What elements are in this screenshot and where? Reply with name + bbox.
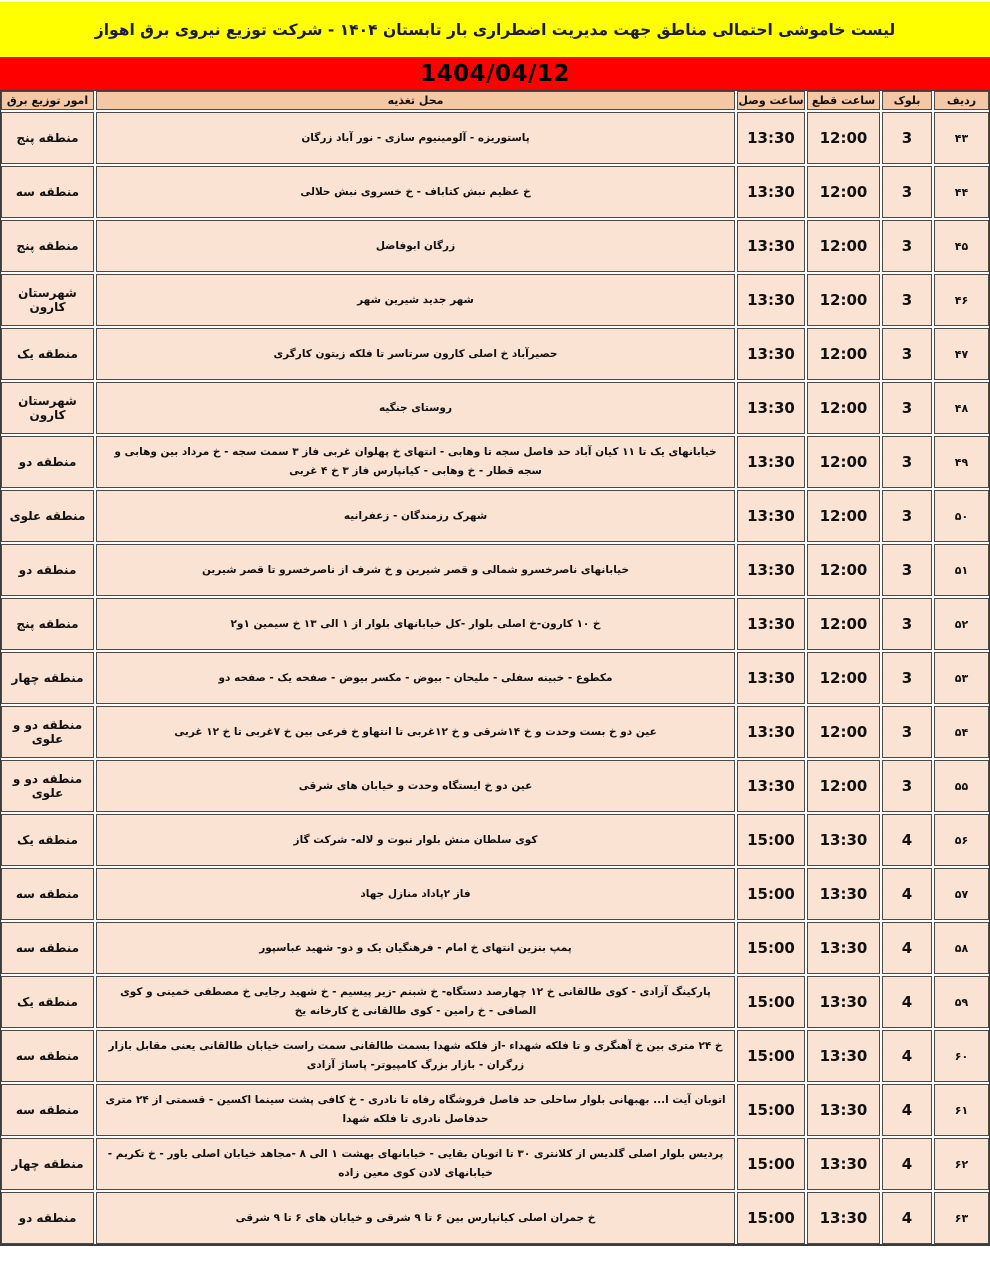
cell-block: 3 — [882, 112, 932, 164]
cell-block: 3 — [882, 706, 932, 758]
table-row — [1, 1030, 989, 1082]
cell-cut-time: 12:00 — [807, 112, 880, 164]
cell-reconnect-time: 13:30 — [737, 274, 805, 326]
cell-row-number: ۴۹ — [934, 436, 989, 488]
cell-cut-time: 13:30 — [807, 1138, 880, 1190]
cell-area: منطقه دو — [1, 436, 94, 488]
cell-location: خ عظیم نبش کتاباف - خ خسروی نبش حلالی — [96, 166, 735, 218]
table-row — [1, 436, 989, 488]
cell-row-number: ۴۵ — [934, 220, 989, 272]
cell-location: پردیس بلوار اصلی گلدیس از کلانتری ۳۰ تا اتوبان بقایی - خیابانهای بهشت ۱ الی ۸ -مجاهد خیابان اصلی یاور - خ تکریم - خیابانهای لادن کوی معین زاده — [96, 1138, 735, 1190]
cell-row-number: ۴۷ — [934, 328, 989, 380]
cell-area: منطقه دو — [1, 1192, 94, 1244]
table-row — [1, 544, 989, 596]
cell-location: اتوبان آیت ا... بهبهانی بلوار ساحلی حد فاصل فروشگاه رفاه تا نادری - خ کافی پشت سینما اکسین - قسمتی از ۲۴ متری حدفاصل نادری تا فلکه شهدا — [96, 1084, 735, 1136]
date-banner — [0, 57, 990, 90]
cell-cut-time: 12:00 — [807, 436, 880, 488]
cell-area: منطقه چهار — [1, 652, 94, 704]
cell-cut-time: 13:30 — [807, 922, 880, 974]
cell-area: منطقه پنج — [1, 112, 94, 164]
cell-block: 3 — [882, 328, 932, 380]
cell-location: شهر جدید شیرین شهر — [96, 274, 735, 326]
table-row — [1, 976, 989, 1028]
cell-block: 3 — [882, 220, 932, 272]
cell-area: منطقه یک — [1, 328, 94, 380]
cell-location: عین دو خ ایستگاه وحدت و خیابان های شرقی — [96, 760, 735, 812]
cell-cut-time: 12:00 — [807, 490, 880, 542]
cell-row-number: ۵۲ — [934, 598, 989, 650]
cell-area: منطقه سه — [1, 166, 94, 218]
cell-location: پارکینگ آزادی - کوی طالقانی خ ۱۲ چهارصد دستگاه- خ شبنم -زیر پیسیم - خ شهید رجایی خ مصطفی خمینی و کوی الصافی - خ رامین - کوی طالقانی خ کارخانه یخ — [96, 976, 735, 1028]
cell-location: خیابانهای یک تا ۱۱ کیان آباد حد فاصل سجه تا وهابی - انتهای خ پهلوان غربی فاز ۳ سمت سجه - خ مرداد بین وهابی و سجه قطار - خ وهابی - کیانپارس فاز ۳ خ ۴ غربی — [96, 436, 735, 488]
cell-row-number: ۵۰ — [934, 490, 989, 542]
cell-cut-time: 13:30 — [807, 1030, 880, 1082]
cell-area: منطقه علوی — [1, 490, 94, 542]
table-row — [1, 814, 989, 866]
table-row — [1, 274, 989, 326]
cell-reconnect-time: 15:00 — [737, 1192, 805, 1244]
cell-area: منطقه سه — [1, 868, 94, 920]
cell-cut-time: 12:00 — [807, 706, 880, 758]
cell-row-number: ۵۴ — [934, 706, 989, 758]
cell-block: 4 — [882, 1138, 932, 1190]
cell-area: منطقه پنج — [1, 220, 94, 272]
cell-row-number: ۶۱ — [934, 1084, 989, 1136]
cell-cut-time: 13:30 — [807, 1084, 880, 1136]
cell-reconnect-time: 13:30 — [737, 490, 805, 542]
cell-row-number: ۶۲ — [934, 1138, 989, 1190]
cell-location: خ جمران اصلی کیانپارس بین ۶ تا ۹ شرقی و خیابان های ۶ تا ۹ شرقی — [96, 1192, 735, 1244]
column-header-distribution-area: امور توزیع برق — [1, 91, 94, 110]
cell-block: 3 — [882, 598, 932, 650]
cell-row-number: ۴۴ — [934, 166, 989, 218]
cell-area: منطقه سه — [1, 1084, 94, 1136]
cell-cut-time: 13:30 — [807, 976, 880, 1028]
table-row — [1, 598, 989, 650]
table-row — [1, 1192, 989, 1244]
table-row — [1, 328, 989, 380]
cell-location: زرگان ابوفاضل — [96, 220, 735, 272]
cell-row-number: ۵۹ — [934, 976, 989, 1028]
cell-cut-time: 12:00 — [807, 220, 880, 272]
cell-reconnect-time: 15:00 — [737, 976, 805, 1028]
cell-location: عین دو خ بست وحدت و خ ۱۴شرقی و خ ۱۲غربی تا انتهاو خ فرعی بین خ ۷غربی تا خ ۱۲ غربی — [96, 706, 735, 758]
cell-block: 3 — [882, 760, 932, 812]
table-row — [1, 112, 989, 164]
cell-block: 4 — [882, 1192, 932, 1244]
cell-cut-time: 12:00 — [807, 544, 880, 596]
cell-block: 4 — [882, 1084, 932, 1136]
cell-row-number: ۵۳ — [934, 652, 989, 704]
cell-row-number: ۴۶ — [934, 274, 989, 326]
cell-block: 4 — [882, 814, 932, 866]
cell-reconnect-time: 13:30 — [737, 760, 805, 812]
cell-cut-time: 13:30 — [807, 1192, 880, 1244]
cell-row-number: ۵۶ — [934, 814, 989, 866]
cell-area: شهرستان کارون — [1, 382, 94, 434]
cell-row-number: ۵۵ — [934, 760, 989, 812]
cell-reconnect-time: 13:30 — [737, 436, 805, 488]
cell-reconnect-time: 13:30 — [737, 706, 805, 758]
cell-area: منطقه سه — [1, 922, 94, 974]
cell-block: 3 — [882, 382, 932, 434]
column-header-row-number: ردیف — [934, 91, 989, 110]
cell-row-number: ۵۸ — [934, 922, 989, 974]
cell-cut-time: 12:00 — [807, 328, 880, 380]
cell-location: مکطوع - خبینه سفلی - ملیحان - بیوض - مکسر بیوض - صفحه یک - صفحه دو — [96, 652, 735, 704]
cell-cut-time: 12:00 — [807, 382, 880, 434]
cell-reconnect-time: 13:30 — [737, 220, 805, 272]
cell-reconnect-time: 15:00 — [737, 814, 805, 866]
table-row — [1, 760, 989, 812]
cell-block: 3 — [882, 274, 932, 326]
cell-cut-time: 13:30 — [807, 814, 880, 866]
table-row — [1, 1084, 989, 1136]
cell-reconnect-time: 15:00 — [737, 1084, 805, 1136]
cell-reconnect-time: 15:00 — [737, 922, 805, 974]
cell-location: پمپ بنزین انتهای خ امام - فرهنگیان یک و دو- شهید عباسپور — [96, 922, 735, 974]
table-header-row — [1, 90, 989, 110]
page-title: لیست خاموشی احتمالی مناطق جهت مدیریت اضطراری بار تابستان ۱۴۰۴ - شرکت توزیع نیروی برق اهواز — [94, 20, 896, 39]
cell-block: 4 — [882, 868, 932, 920]
table-row — [1, 652, 989, 704]
title-banner — [0, 2, 990, 57]
cell-reconnect-time: 13:30 — [737, 382, 805, 434]
cell-cut-time: 13:30 — [807, 868, 880, 920]
cell-block: 3 — [882, 490, 932, 542]
outage-table — [0, 90, 990, 1246]
cell-area: منطقه چهار — [1, 1138, 94, 1190]
table-body — [1, 112, 989, 1244]
cell-reconnect-time: 15:00 — [737, 868, 805, 920]
cell-location: کوی سلطان منش بلوار نبوت و لاله- شرکت گاز — [96, 814, 735, 866]
cell-row-number: ۵۱ — [934, 544, 989, 596]
column-header-location: محل تغذیه — [96, 91, 735, 110]
table-row — [1, 490, 989, 542]
cell-cut-time: 12:00 — [807, 598, 880, 650]
cell-location: شهرک رزمندگان - زعفرانیه — [96, 490, 735, 542]
table-row — [1, 922, 989, 974]
table-row — [1, 220, 989, 272]
cell-reconnect-time: 13:30 — [737, 544, 805, 596]
table-row — [1, 706, 989, 758]
cell-reconnect-time: 15:00 — [737, 1138, 805, 1190]
cell-area: شهرستان کارون — [1, 274, 94, 326]
cell-cut-time: 12:00 — [807, 274, 880, 326]
cell-block: 3 — [882, 652, 932, 704]
cell-reconnect-time: 13:30 — [737, 112, 805, 164]
cell-row-number: ۶۰ — [934, 1030, 989, 1082]
cell-row-number: ۵۷ — [934, 868, 989, 920]
cell-reconnect-time: 15:00 — [737, 1030, 805, 1082]
cell-area: منطقه سه — [1, 1030, 94, 1082]
cell-location: روستای جنگیه — [96, 382, 735, 434]
cell-block: 3 — [882, 544, 932, 596]
cell-block: 4 — [882, 922, 932, 974]
column-header-cut-time: ساعت قطع — [807, 91, 880, 110]
column-header-block: بلوک — [882, 91, 932, 110]
cell-reconnect-time: 13:30 — [737, 328, 805, 380]
date-text: 1404/04/12 — [420, 60, 570, 87]
cell-block: 3 — [882, 166, 932, 218]
cell-location: پاستوریزه - آلومینیوم سازی - نور آباد زرگان — [96, 112, 735, 164]
cell-reconnect-time: 13:30 — [737, 652, 805, 704]
table-row — [1, 868, 989, 920]
cell-area: منطقه دو — [1, 544, 94, 596]
cell-cut-time: 12:00 — [807, 652, 880, 704]
column-header-reconnect-time: ساعت وصل — [737, 91, 805, 110]
cell-location: خیابانهای ناصرخسرو شمالی و قصر شیرین و خ شرف از ناصرخسرو تا قصر شیرین — [96, 544, 735, 596]
cell-reconnect-time: 13:30 — [737, 166, 805, 218]
cell-area: منطقه پنج — [1, 598, 94, 650]
table-row — [1, 166, 989, 218]
cell-cut-time: 12:00 — [807, 166, 880, 218]
cell-area: منطقه یک — [1, 976, 94, 1028]
cell-area: منطقه دو و علوی — [1, 760, 94, 812]
cell-location: فاز ۲پاداد منازل جهاد — [96, 868, 735, 920]
table-row — [1, 1138, 989, 1190]
cell-block: 3 — [882, 436, 932, 488]
cell-block: 4 — [882, 976, 932, 1028]
cell-row-number: ۴۸ — [934, 382, 989, 434]
cell-location: حصیرآباد خ اصلی کارون سرتاسر تا فلکه زیتون کارگری — [96, 328, 735, 380]
cell-area: منطقه یک — [1, 814, 94, 866]
table-row — [1, 382, 989, 434]
cell-location: خ ۲۴ متری بین خ آهنگری و تا فلکه شهداء -از فلکه شهدا بسمت طالقانی سمت راست خیابان طالقانی یعنی مقابل بازار زرگران - بازار بزرگ کامپیوتر- پاساژ آزادی — [96, 1030, 735, 1082]
cell-row-number: ۴۳ — [934, 112, 989, 164]
cell-row-number: ۶۳ — [934, 1192, 989, 1244]
cell-reconnect-time: 13:30 — [737, 598, 805, 650]
cell-cut-time: 12:00 — [807, 760, 880, 812]
cell-block: 4 — [882, 1030, 932, 1082]
cell-location: خ ۱۰ کارون-خ اصلی بلوار -کل خیابانهای بلوار از ۱ الی ۱۳ خ سیمین ۱و۲ — [96, 598, 735, 650]
cell-area: منطقه دو و علوی — [1, 706, 94, 758]
